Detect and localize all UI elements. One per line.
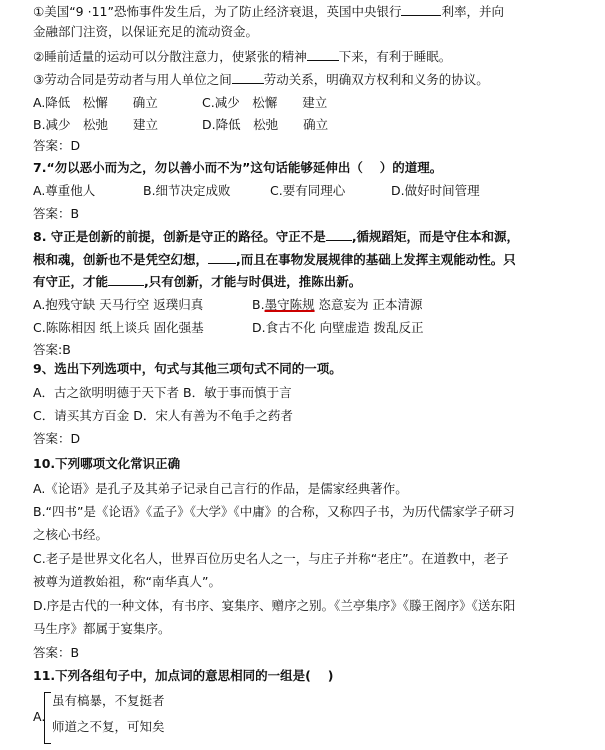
q10-option-d-line1: D.序是古代的一种文体，有书序、宴集序、赠序之别。《兰亭集序》《滕王阁序》《送东阳 xyxy=(33,598,516,613)
q6-option-b: B.减少 松弛 建立 xyxy=(33,117,159,132)
q8-option-a: A.抱残守缺 天马行空 返璞归真 xyxy=(33,297,204,312)
q10-option-b-line1: B.“四书”是《论语》《孟子》《大学》《中庸》的合称，又称四子书，为历代儒家学子研习 xyxy=(33,504,515,519)
q6-option-c: C.减少 松懈 建立 xyxy=(202,95,328,110)
blank xyxy=(401,3,441,16)
blank xyxy=(326,228,352,241)
q6-option-d: D.降低 松弛 确立 xyxy=(202,117,329,132)
q10-option-c-line1: C.老子是世界文化名人，世界百位历史名人之一，与庄子并称“老庄”。在道教中，老子 xyxy=(33,551,509,566)
q10-stem: 10.下列哪项文化常识正确 xyxy=(33,456,181,471)
blank xyxy=(208,251,236,264)
q8-option-b xyxy=(252,297,423,313)
q7-option-d: D.做好时间管理 xyxy=(391,183,480,198)
blank xyxy=(232,71,264,84)
q8-line-3a: 有守正，才能 xyxy=(33,274,109,289)
q11-stem: 11.下列各组句子中，加点词的意思相同的一组是( ) xyxy=(33,668,334,683)
q8-line-2b: ,而且在事物发展规律的基础上发挥主观能动性。只 xyxy=(236,252,516,267)
q6-line-3b: 下来，有利于睡眠。 xyxy=(338,49,452,64)
blank xyxy=(307,48,339,61)
q7-option-c: C.要有同理心 xyxy=(270,183,346,198)
q9-stem: 9、选出下列选项中，句式与其他三项句式不同的一项。 xyxy=(33,361,342,376)
q9-answer: 答案：D xyxy=(33,431,81,446)
q7-option-a: A.尊重他人 xyxy=(33,183,96,198)
q9-options-cd: C．请买其方百金 D．宋人有善为不龟手之药者 xyxy=(33,408,293,423)
q8-option-b-underlined: 墨守陈规 xyxy=(264,297,315,312)
q8-line-1a: 8. 守正是创新的前提，创新是守正的路径。守正不是 xyxy=(33,229,326,244)
q8-option-b-label: B. xyxy=(252,297,265,312)
q11-option-a-line2: 师道之不复，可知矣 xyxy=(52,719,165,734)
q6-line-3 xyxy=(33,48,451,65)
q11-option-a-line1: 虽有槁暴，不复挺者 xyxy=(52,693,165,708)
q7-answer: 答案：B xyxy=(33,206,80,221)
q7-stem: 7.“勿以恶小而为之，勿以善小而不为”这句话能够延伸出（ ）的道理。 xyxy=(33,160,443,175)
q8-line-3 xyxy=(33,273,361,290)
q8-option-c: C.陈陈相因 纸上谈兵 固化强基 xyxy=(33,320,204,335)
q6-option-a: A.降低 松懈 确立 xyxy=(33,95,158,110)
q10-answer: 答案：B xyxy=(33,645,80,660)
q6-line-4a: ③劳动合同是劳动者与用人单位之间 xyxy=(33,72,232,87)
q8-line-1b: ,循规蹈矩，而是守住本和源， xyxy=(351,229,520,244)
q8-option-b-rest: 恣意妄为 正本清源 xyxy=(314,297,423,312)
q8-line-2 xyxy=(33,251,516,268)
q8-option-d: D.食古不化 向壁虚造 拨乱反正 xyxy=(252,320,424,335)
q8-line-2a: 根和魂，创新也不是凭空幻想， xyxy=(33,252,209,267)
q6-line-4b: 劳动关系，明确双方权利和义务的协议。 xyxy=(263,72,489,87)
q10-option-c-line2: 被尊为道教始祖，称“南华真人”。 xyxy=(33,574,221,589)
q10-option-a: A.《论语》是孔子及其弟子记录自己言行的作品，是儒家经典著作。 xyxy=(33,481,408,496)
q8-line-1 xyxy=(33,228,519,245)
q9-options-ab: A．古之欲明明德于天下者 B．敏于事而慎于言 xyxy=(33,385,292,400)
q8-line-3b: ,只有创新，才能与时俱进，推陈出新。 xyxy=(144,274,362,289)
option-brace xyxy=(44,692,51,744)
q10-option-d-line2: 马生序》都属于宴集序。 xyxy=(33,621,171,636)
blank xyxy=(108,273,144,286)
q6-answer: 答案：D xyxy=(33,138,81,153)
q6-line-1 xyxy=(33,3,504,20)
q6-line-3a: ②睡前适量的运动可以分散注意力，使紧张的精神 xyxy=(33,49,307,64)
q6-line-2: 金融部门注资，以保证充足的流动资金。 xyxy=(33,24,259,39)
q6-line-1a: ①美国“9 ·11”恐怖事件发生后，为了防止经济衰退，英国中央银行 xyxy=(33,4,402,19)
q10-option-b-line2: 之核心书经。 xyxy=(33,527,109,542)
q8-answer: 答案:B xyxy=(33,342,71,357)
q6-line-4 xyxy=(33,71,489,88)
q6-line-1b: 利率，并向 xyxy=(441,4,504,19)
q11-option-a-label: A. xyxy=(33,709,46,724)
q7-option-b: B.细节决定成败 xyxy=(143,183,231,198)
